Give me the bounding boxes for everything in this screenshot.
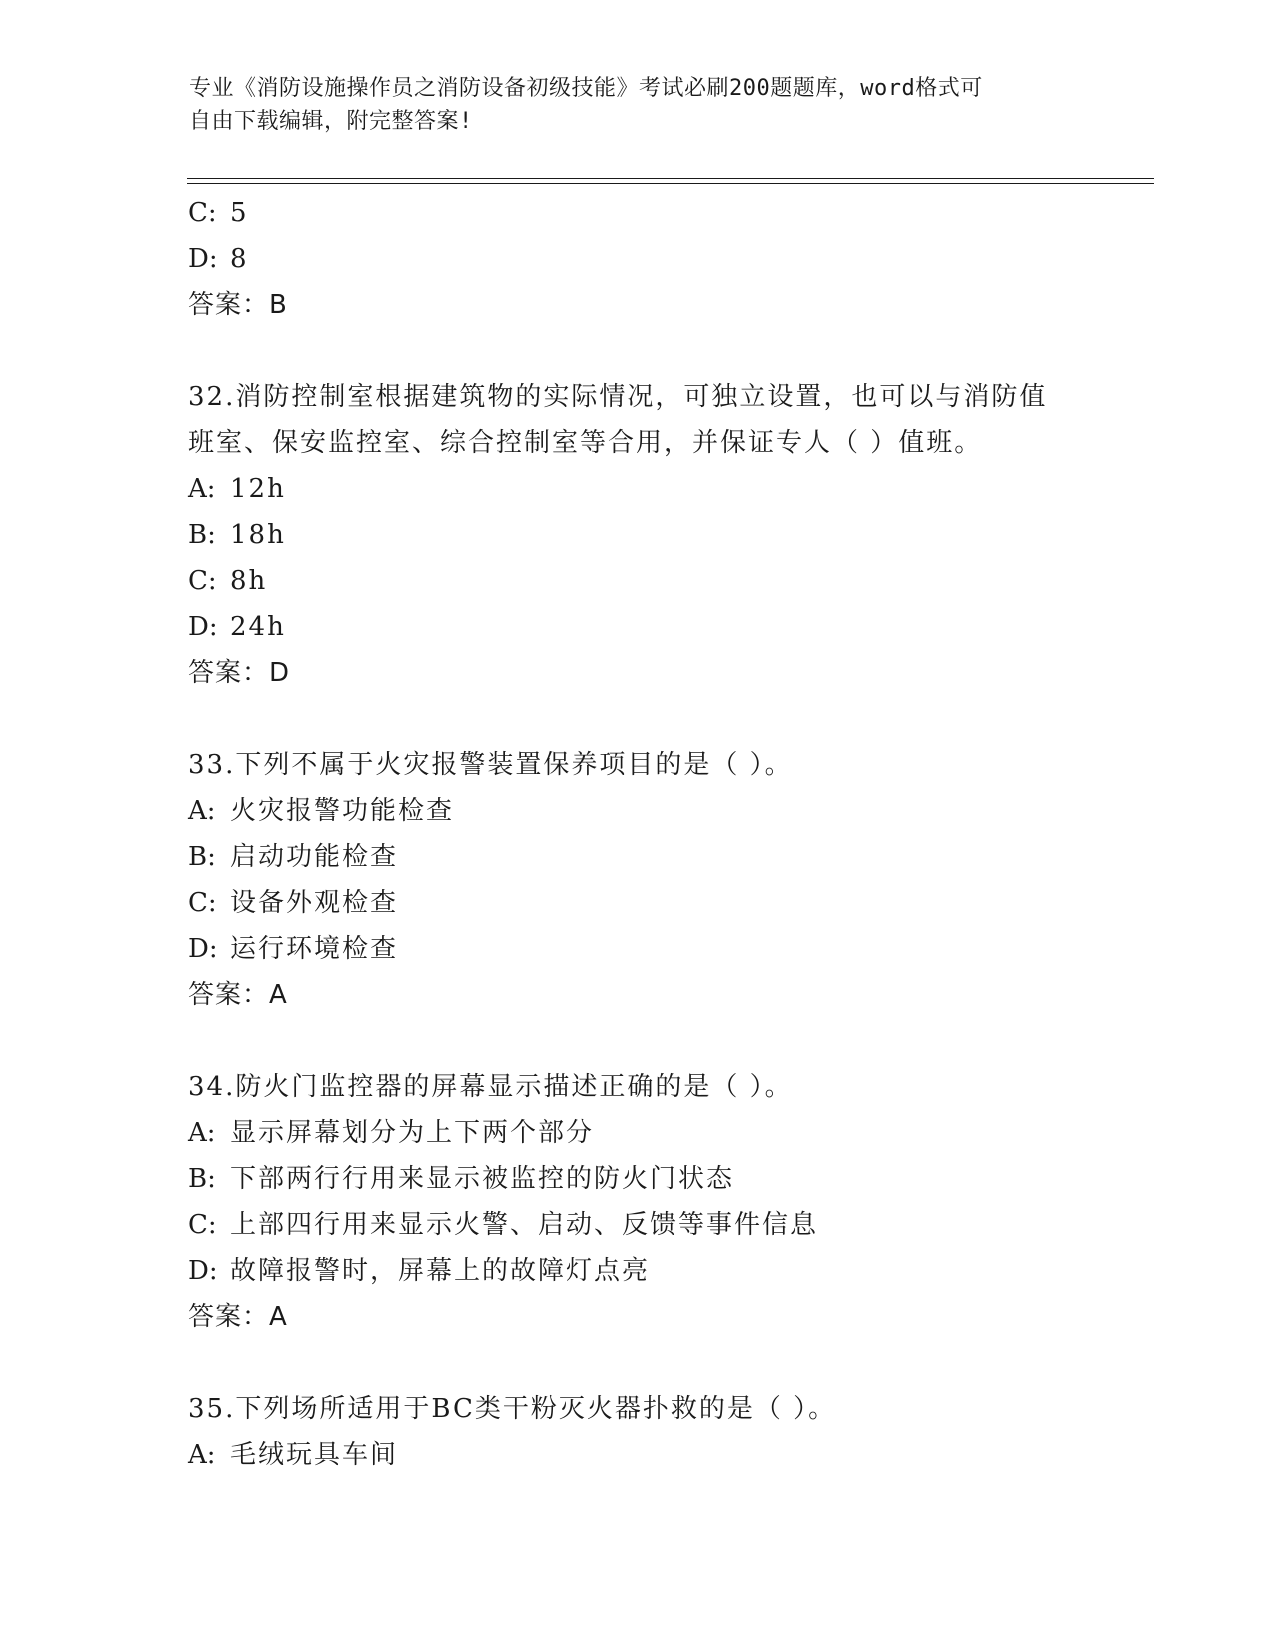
option-c: C: 上部四行用来显示火警、启动、反馈等事件信息: [188, 1210, 819, 1240]
option-d: D: 故障报警时，屏幕上的故障灯点亮: [188, 1256, 651, 1286]
question-stem-line-2: 班室、保安监控室、综合控制室等合用，并保证专人（ ）值班。: [188, 428, 983, 458]
question-gap: [188, 1018, 1138, 1064]
question-block-33: [188, 742, 1138, 1018]
header-title-line-1: 专业《消防设施操作员之消防设备初级技能》考试必刷200题题库，word格式可: [189, 76, 983, 101]
question-list: [188, 190, 1138, 1478]
answer-line: 答案：A: [188, 1302, 288, 1332]
option-a: A: 毛绒玩具车间: [188, 1440, 399, 1470]
question-gap: [188, 328, 1138, 374]
header-divider-bottom: [187, 183, 1154, 184]
header-divider-top: [187, 178, 1154, 179]
option-d: D: 24h: [188, 612, 286, 642]
question-stem-line-1: 34.防火门监控器的屏幕显示描述正确的是（ ）。: [188, 1072, 793, 1102]
document-header: [189, 72, 1089, 138]
question-block-31: [188, 190, 1138, 328]
question-block-32: [188, 374, 1138, 696]
option-a: A: 12h: [188, 474, 286, 504]
option-c: C: 5: [188, 198, 249, 228]
question-block-34: [188, 1064, 1138, 1340]
answer-line: 答案：D: [188, 658, 291, 688]
question-block-35: [188, 1386, 1138, 1478]
question-stem-line-1: 33.下列不属于火灾报警装置保养项目的是（ ）。: [188, 750, 793, 780]
option-b: B: 18h: [188, 520, 286, 550]
option-b: B: 启动功能检查: [188, 842, 399, 872]
question-stem-line-1: 32.消防控制室根据建筑物的实际情况，可独立设置，也可以与消防值: [188, 382, 1048, 412]
question-gap: [188, 1340, 1138, 1386]
question-stem-line-1: 35.下列场所适用于BC类干粉灭火器扑救的是（ ）。: [188, 1394, 837, 1424]
option-c: C: 8h: [188, 566, 268, 596]
option-c: C: 设备外观检查: [188, 888, 399, 918]
option-d: D: 8: [188, 244, 249, 274]
answer-line: 答案：A: [188, 980, 288, 1010]
header-title-line-2: 自由下载编辑，附完整答案!: [189, 109, 473, 134]
option-d: D: 运行环境检查: [188, 934, 399, 964]
question-gap: [188, 696, 1138, 742]
answer-line: 答案：B: [188, 290, 288, 320]
option-a: A: 显示屏幕划分为上下两个部分: [188, 1118, 595, 1148]
option-b: B: 下部两行行用来显示被监控的防火门状态: [188, 1164, 735, 1194]
option-a: A: 火灾报警功能检查: [188, 796, 455, 826]
